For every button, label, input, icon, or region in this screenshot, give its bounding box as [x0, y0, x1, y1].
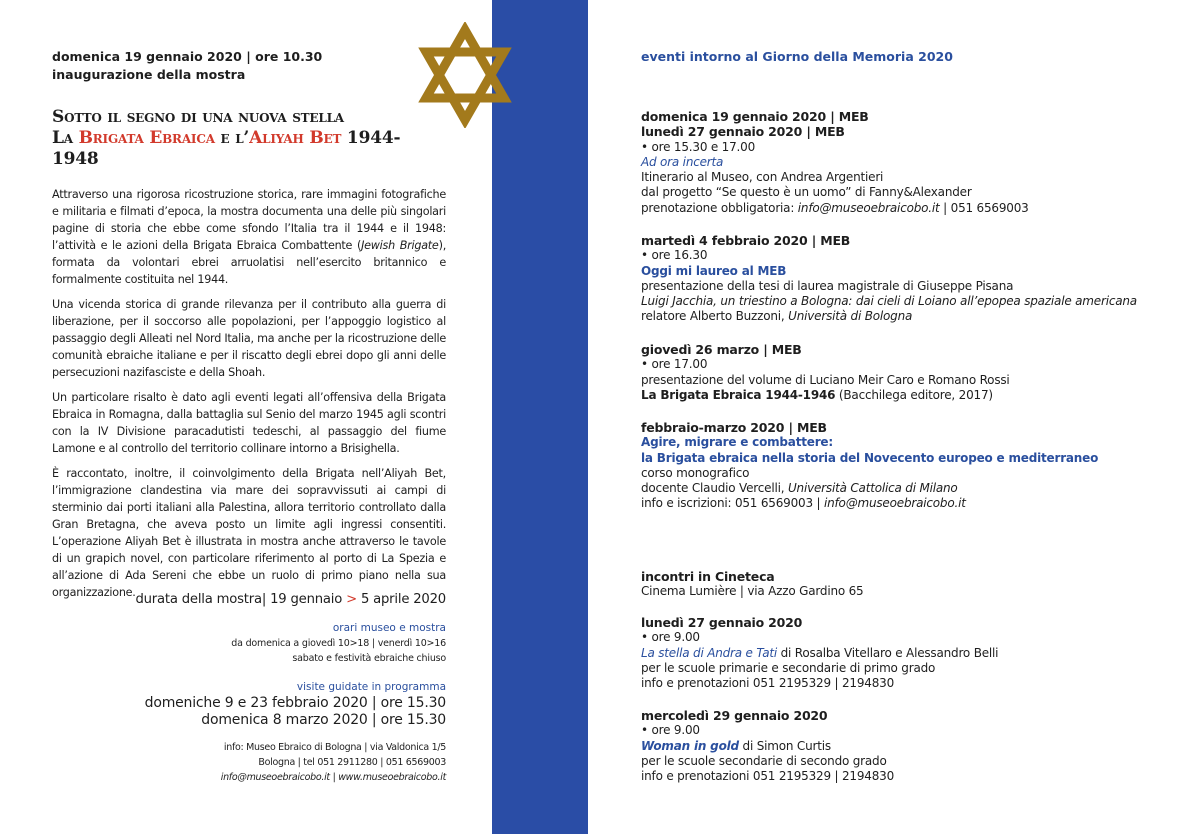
opening-hours: [86, 621, 446, 666]
event-5-line-2: info e prenotazioni 051 2195329 | 2194830: [641, 676, 894, 691]
event-6-date: mercoledì 29 gennaio 2020: [641, 708, 828, 723]
exhibition-duration: [86, 592, 446, 607]
duration-end: 5 aprile 2020: [356, 592, 446, 607]
event-4-email: info@museoebraicobo.it: [823, 496, 966, 511]
title-years: 1944-1948: [52, 128, 401, 169]
event-2-time: • ore 16.30: [641, 248, 708, 263]
hours-line-2: sabato e festività ebraiche chiuso: [292, 653, 446, 664]
paragraph-2: Una vicenda storica di grande rilevanza per il contributo alla guerra di liberazione, per il soccorso alle popolazioni, per l’appoggio logistico al passaggio degli Alleati nel Nord Italia, ma anche per la ricostruzione delle comunità ebraiche italiane e per il riscatto degli ebrei dopo gli anni delle persecuzioni nazifasciste e della Shoah.: [52, 298, 446, 379]
event-5-title: La stella di Andra e Tati: [641, 645, 777, 660]
event-1-time: • ore 15.30 e 17.00: [641, 139, 756, 154]
guided-tours: [86, 680, 446, 729]
event-2-line-3b: Università di Bologna: [788, 309, 913, 324]
paragraph-3: Un particolare risalto è dato agli eventi legati all’offensiva della Brigata Ebraica in Romagna, dalla battaglia sul Senio del marzo 1945 agli scontri con la IV Divisione paracadutisti tedeschi, al passaggio del fiume Lamone e al controllo del territorio collinare intorno a Brisighella.: [52, 391, 446, 455]
opening-info: [52, 48, 446, 84]
hours-title: orari museo e mostra: [332, 622, 446, 634]
event-1-line-1b: , con Andrea Argentieri: [748, 170, 884, 185]
event-1-line-2: dal progetto “Se questo è un uomo” di Fanny&Alexander: [641, 185, 972, 200]
event-5-date: lunedì 27 gennaio 2020: [641, 615, 803, 630]
event-2-line-3a: relatore Alberto Buzzoni,: [641, 309, 789, 324]
event-1-line-1a: Itinerario al Museo: [641, 170, 749, 185]
paragraph-1-italic: Jewish Brigate: [361, 239, 439, 252]
event-6-time: • ore 9.00: [641, 723, 700, 738]
events-column: [641, 48, 1141, 784]
duration-arrow: >: [346, 592, 357, 607]
event-5-title-line: [641, 646, 1161, 661]
event-6-title-line: [641, 739, 1161, 754]
event-1-line-3a: prenotazione obbligatoria:: [641, 200, 798, 215]
event-2-line-2: Luigi Jacchia, un triestino a Bologna: dai cieli di Loiano all’epopea spaziale americana: [641, 294, 1137, 309]
event-1-date-1: domenica 19 gennaio 2020 | MEB: [641, 109, 869, 124]
event-5-line-1: per le scuole primarie e secondarie di primo grado: [641, 660, 936, 675]
opening-date: domenica 19 gennaio 2020 | ore 10.30: [52, 49, 323, 64]
events-header: eventi intorno al Giorno della Memoria 2020: [641, 49, 953, 64]
tours-line-2: domenica 8 marzo 2020 | ore 15.30: [201, 712, 446, 728]
event-2-title: Oggi mi laureo al MEB: [641, 263, 787, 278]
event-1-phone: | 051 6569003: [939, 200, 1029, 215]
event-2-date: martedì 4 febbraio 2020 | MEB: [641, 233, 851, 248]
cineteca-address: Cinema Lumière | via Azzo Gardino 65: [641, 584, 864, 599]
event-6-line-2: info e prenotazioni 051 2195329 | 2194830: [641, 769, 894, 784]
event-1-title: Ad ora incerta: [641, 154, 724, 169]
event-3-line-1: presentazione del volume di Luciano Meir Caro e Romano Rossi: [641, 372, 1010, 387]
event-5-authors: di Rosalba Vitellaro e Alessandro Belli: [777, 645, 999, 660]
duration-label: durata della mostra| 19 gennaio: [135, 592, 347, 607]
contact-info: [86, 740, 446, 785]
event-6-authors: di Simon Curtis: [738, 738, 831, 753]
exhibition-title: [52, 107, 446, 170]
cineteca-info: [641, 569, 1161, 600]
paragraph-1-b: ), formata da volontari ebrei arruolatisi nell’esercito britannico e formalmente costituita nel 1944.: [52, 239, 446, 286]
event-4-line-2a: docente Claudio Vercelli,: [641, 481, 788, 496]
event-5-time: • ore 9.00: [641, 630, 700, 645]
event-4-title-1: Agire, migrare e combattere:: [641, 435, 833, 450]
event-6-line-1: per le scuole secondarie di secondo grado: [641, 753, 887, 768]
title-brigata: Brigata Ebraica: [78, 128, 215, 148]
title-mid: e l’: [214, 128, 250, 148]
hours-line-1: da domenica a giovedì 10>18 | venerdì 10>16: [231, 638, 446, 649]
info-line-2: Bologna | tel 051 2911280 | 051 6569003: [258, 757, 446, 768]
event-3-line-2: [641, 388, 1161, 403]
title-line-1: Sotto il segno di una nuova stella: [52, 107, 344, 127]
event-4-line-1: corso monografico: [641, 465, 750, 480]
exhibition-column: [52, 48, 446, 609]
title-prefix: La: [52, 128, 79, 148]
event-6-title: Woman in gold: [641, 738, 739, 753]
event-4-line-3a: info e iscrizioni: 051 6569003 |: [641, 496, 824, 511]
event-course: [641, 420, 1161, 512]
title-line-2: [52, 128, 446, 170]
event-4-date: febbraio-marzo 2020 | MEB: [641, 420, 827, 435]
exhibition-description: [52, 186, 446, 601]
event-3-book-title: La Brigata Ebraica 1944-1946: [641, 387, 836, 402]
event-stella-andra-tati: [641, 615, 1161, 691]
event-1-line-3: [641, 201, 1161, 216]
event-woman-in-gold: [641, 708, 1161, 784]
event-3-time: • ore 17.00: [641, 357, 708, 372]
title-aliyah: Aliyah Bet: [249, 128, 342, 148]
paragraph-1-a: Attraverso una rigorosa ricostruzione storica, rare immagini fotografiche e militaria e filmati d’epoca, la mostra documenta una delle più singolari pagine di storia che ebbe come sfondo l’Italia tra il 1944 e il 1948: l’attività e le azioni della Brigata Ebraica Combattente (: [52, 188, 446, 252]
event-ad-ora-incerta: [641, 109, 1161, 216]
info-line-1: info: Museo Ebraico di Bologna | via Valdonica 1/5: [223, 742, 446, 753]
tours-line-1: domeniche 9 e 23 febbraio 2020 | ore 15.30: [144, 695, 446, 711]
paragraph-4: È raccontato, inoltre, il coinvolgimento della Brigata nell’Aliyah Bet, l’immigrazione clandestina via mare dei sopravvissuti ai campi di sterminio dai porti italiani alla Palestina, allora territorio controllato dalla Gran Bretagna, che aveva posto un limite agli ingressi consentiti. L’operazione Aliyah Bet è illustrata in mostra anche attraverso le tavole di un grapich novel, con particolare riferimento al porto di La Spezia e all’azione di Ada Sereni che ebbe un ruolo di primo piano nella sua organizzazione.: [52, 467, 446, 599]
cineteca-title: incontri in Cineteca: [641, 569, 775, 584]
tours-title: visite guidate in programma: [296, 681, 446, 693]
paragraph-1: [52, 186, 446, 288]
event-3-date: giovedì 26 marzo | MEB: [641, 342, 802, 357]
opening-label: inaugurazione della mostra: [52, 67, 246, 82]
event-4-title-2: la Brigata ebraica nella storia del Novecento europeo e mediterraneo: [641, 450, 1099, 465]
event-2-line-1: presentazione della tesi di laurea magistrale di Giuseppe Pisana: [641, 278, 1014, 293]
event-2-line-3: [641, 309, 1161, 324]
event-oggi-mi-laureo: [641, 233, 1161, 325]
info-line-3: info@museoebraicobo.it | www.museoebraicobo.it: [220, 772, 446, 783]
event-book-presentation: [641, 342, 1161, 403]
event-1-email: info@museoebraicobo.it: [797, 200, 940, 215]
event-1-line-1: [641, 170, 1161, 185]
event-4-line-3: [641, 496, 1161, 511]
event-4-line-2: [641, 481, 1161, 496]
event-1-date-2: lunedì 27 gennaio 2020 | MEB: [641, 124, 845, 140]
event-3-publisher: (Bacchilega editore, 2017): [835, 387, 993, 402]
event-4-line-2b: Università Cattolica di Milano: [787, 481, 958, 496]
